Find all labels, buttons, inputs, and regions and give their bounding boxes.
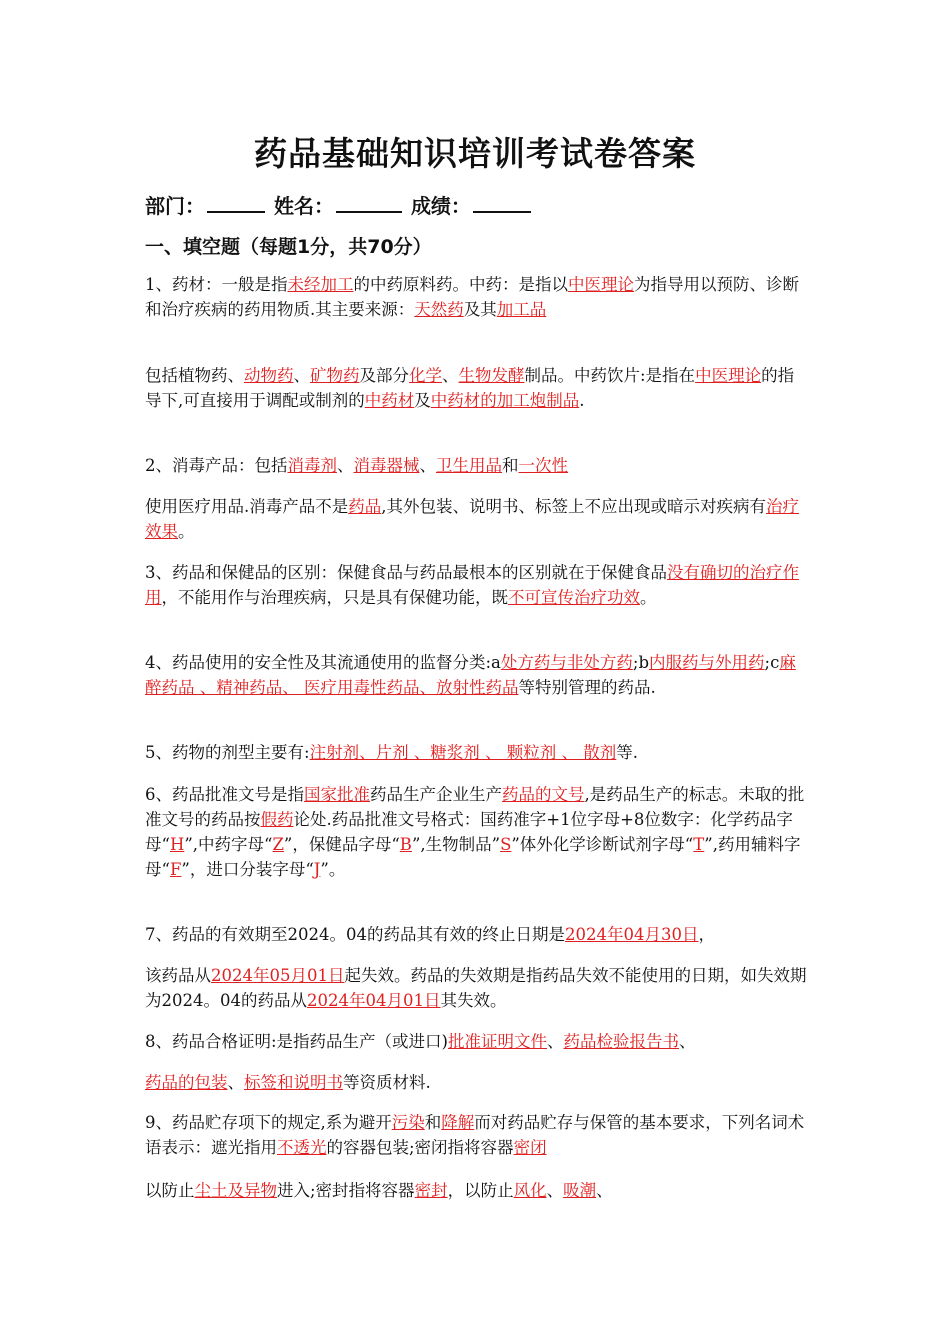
q3-text-2: ，不能用作与治理疾病，只是具有保健功能，既 (161, 588, 508, 607)
q9b-answer-1: 尘土及异物 (194, 1181, 277, 1200)
name-blank[interactable] (336, 193, 402, 213)
q1b-answer-5: 中医理论 (695, 366, 762, 385)
q1-text-1: 1、药材：一般是指 (145, 275, 288, 294)
q1-text-2: 的中药原料药。中药：是指以 (353, 275, 568, 294)
question-4 (145, 650, 809, 700)
q4-text-3: ;c (764, 653, 780, 672)
q7-answer-1: 2024年04月30日 (565, 925, 699, 944)
q7-text-2: ， (698, 925, 715, 944)
q1b-text-8: . (579, 391, 585, 410)
q8-text-2: 、 (547, 1032, 564, 1051)
q8b-answer-1: 药品的包装 (145, 1073, 228, 1092)
q3-text-3: 。 (640, 588, 657, 607)
q4-text-1: 4、药品使用的安全性及其流通使用的监督分类:a (145, 653, 501, 672)
q2-text-2: 、 (337, 456, 354, 475)
q9b-text-2: 进入;密封指将容器 (277, 1181, 415, 1200)
q1b-answer-4: 生物发酵 (458, 366, 525, 385)
q6-answer-2: 药品的文号 (502, 785, 585, 804)
q4-answer-1: 处方药与非处方药 (500, 653, 633, 672)
q1b-answer-2: 矿物药 (310, 366, 360, 385)
q8-answer-2: 药品检验报告书 (563, 1032, 679, 1051)
q6-answer-6: B (399, 835, 412, 854)
q6-text-2: 药品生产企业生产 (370, 785, 502, 804)
q6-text-3: ,是药品生产的标志。未取的批准文号的药品按 (145, 785, 805, 829)
q1-text-3: 为指导用以预防、诊断和治疗疾病的药用物质.其主要来源： (145, 275, 799, 319)
q1b-text-5: 制品。中药饮片:是指在 (524, 366, 696, 385)
q2-text-4: 和 (502, 456, 519, 475)
q2-answer-2: 消毒器械 (353, 456, 420, 475)
question-2 (145, 453, 809, 478)
page-title: 药品基础知识培训考试卷答案 (254, 134, 696, 173)
q2b-answer-1: 药品 (348, 497, 382, 516)
q4-text-2: ;b (632, 653, 650, 672)
q6-answer-9: F (169, 860, 182, 879)
q5-text-2: 等. (616, 743, 639, 762)
info-line (145, 190, 533, 219)
q9b-answer-4: 吸潮 (563, 1181, 597, 1200)
q9b-text-3: ，以防止 (447, 1181, 514, 1200)
q2-answer-3: 卫生用品 (436, 456, 502, 475)
q6-answer-1: 国家批准 (304, 785, 370, 804)
q1b-text-4: 、 (442, 366, 459, 385)
question-2-cont (145, 494, 809, 544)
q1b-answer-1: 动物药 (244, 366, 294, 385)
q8b-text-2: 等资质材料. (343, 1073, 431, 1092)
question-1 (145, 272, 809, 322)
dept-blank[interactable] (207, 193, 265, 213)
q8-text-3: 、 (679, 1032, 696, 1051)
question-9 (145, 1110, 809, 1160)
q9-answer-3: 不透光 (277, 1138, 327, 1157)
q1b-text-1: 包括植物药、 (145, 366, 244, 385)
q9-text-2: 和 (424, 1113, 442, 1132)
section-heading: 一、填空题（每题1分，共70分） (145, 236, 432, 258)
q6-text-5: ”,中药字母“ (184, 835, 273, 854)
q5-answer-1: 注射剂、片剂 、糖浆剂 、 颗粒剂 、 散剂 (309, 743, 617, 762)
q6-text-6: ”，保健品字母“ (283, 835, 400, 854)
q6-answer-5: Z (272, 835, 284, 854)
q9b-text-5: 、 (596, 1181, 613, 1200)
q2-answer-1: 消毒剂 (287, 456, 337, 475)
q7b-text-3: 其失效。 (440, 991, 507, 1010)
q1-text-4: 及其 (463, 300, 497, 319)
q9-text-1: 9、药品贮存项下的规定,系为避开 (145, 1113, 392, 1132)
q9b-answer-3: 风化 (513, 1181, 547, 1200)
q1-answer-3: 天然药 (414, 300, 464, 319)
question-6 (145, 782, 809, 882)
dept-label: 部门： (145, 194, 205, 218)
q2b-answer-2: 治疗效果 (145, 497, 799, 541)
q9b-text-4: 、 (546, 1181, 564, 1200)
q6-text-7: ”,生物制品” (411, 835, 501, 854)
q1-answer-1: 未经加工 (287, 275, 354, 294)
q1b-answer-6: 中药材 (364, 391, 415, 410)
q7-text-1: 7、药品的有效期至2024。04的药品其有效的终止日期是 (145, 925, 565, 944)
question-3 (145, 560, 809, 610)
q1b-text-7: 及 (414, 391, 431, 410)
q6-text-1: 6、药品批准文号是指 (145, 785, 304, 804)
q1b-text-3: 及部分 (359, 366, 409, 385)
q2-text-1: 2、消毒产品：包括 (145, 456, 288, 475)
q7b-answer-2: 2024年04月01日 (307, 991, 441, 1010)
q2-answer-4: 一次性 (518, 456, 568, 475)
q3-text-1: 3、药品和保健品的区别：保健食品与药品最根本的区别就在于保健食品 (145, 563, 667, 582)
q6-text-9: ”,药用辅料字母“ (145, 835, 801, 879)
q9-answer-2: 降解 (441, 1113, 475, 1132)
q2-text-3: 、 (419, 456, 436, 475)
q6-answer-4: H (169, 835, 185, 854)
q9b-answer-2: 密封 (414, 1181, 448, 1200)
q7b-text-2: 起失效。药品的失效期是指药品失效不能使用的日期，如失效期为2024。04的药品从 (145, 966, 807, 1010)
question-8-cont (145, 1070, 809, 1095)
q6-answer-8: T (693, 835, 705, 854)
q6-text-11: ”。 (320, 860, 346, 879)
question-8 (145, 1029, 809, 1054)
question-9-cont (145, 1178, 809, 1203)
q1-answer-2: 中医理论 (568, 275, 634, 294)
q9b-text-1: 以防止 (145, 1181, 195, 1200)
q8-text-1: 8、药品合格证明:是指药品生产（或进口) (145, 1032, 448, 1051)
score-blank[interactable] (473, 193, 531, 213)
q8b-text-1: 、 (227, 1073, 244, 1092)
q2b-text-3: 。 (178, 522, 195, 541)
name-label: 姓名： (273, 194, 334, 218)
q6-text-4: 论处.药品批准文号格式：国药准字+1位字母+8位数字：化学药品字母“ (145, 810, 793, 854)
score-label: 成绩： (410, 194, 471, 218)
question-7 (145, 922, 809, 947)
q1b-text-6: 的指导下,可直接用于调配或制剂的 (145, 366, 795, 410)
q6-text-8: ”体外化学诊断试剂字母“ (511, 835, 694, 854)
q9-answer-4: 密闭 (513, 1138, 547, 1157)
q4-answer-2: 内服药与外用药 (649, 653, 765, 672)
q3-answer-2: 不可宣传治疗功效 (508, 588, 640, 607)
q5-text-1: 5、药物的剂型主要有: (145, 743, 310, 762)
question-7-cont (145, 963, 809, 1013)
q7b-text-1: 该药品从 (145, 966, 211, 985)
q1-answer-4: 加工品 (496, 300, 547, 319)
q9-answer-1: 污染 (391, 1113, 425, 1132)
q9-text-3: 而对药品贮存与保管的基本要求，下列名词术语表示：遮光指用 (145, 1113, 805, 1157)
q8-answer-1: 批准证明文件 (448, 1032, 547, 1051)
q6-text-10: ”，进口分装字母“ (181, 860, 314, 879)
q1b-answer-7: 中药材的加工炮制品 (430, 391, 580, 410)
q7b-answer-1: 2024年05月01日 (211, 966, 345, 985)
q6-answer-10: J (313, 860, 321, 879)
q4-answer-3: 麻醉药品 、精神药品、 医疗用毒性药品、放射性药品 (145, 653, 796, 697)
q4-text-4: 等特别管理的药品. (518, 678, 656, 697)
q1b-text-2: 、 (293, 366, 310, 385)
q8b-answer-2: 标签和说明书 (244, 1073, 343, 1092)
question-5 (145, 740, 809, 765)
q2b-text-2: ,其外包装、说明书、标签上不应出现或暗示对疾病有 (381, 497, 766, 516)
q2b-text-1: 使用医疗用品.消毒产品不是 (145, 497, 349, 516)
q1b-answer-3: 化学 (409, 366, 442, 385)
question-1-cont (145, 363, 809, 413)
q9-text-4: 的容器包装;密闭指将容器 (326, 1138, 514, 1157)
q3-answer-1: 没有确切的治疗作用 (145, 563, 799, 607)
q6-answer-3: 假药 (260, 810, 294, 829)
q6-answer-7: S (500, 835, 512, 854)
